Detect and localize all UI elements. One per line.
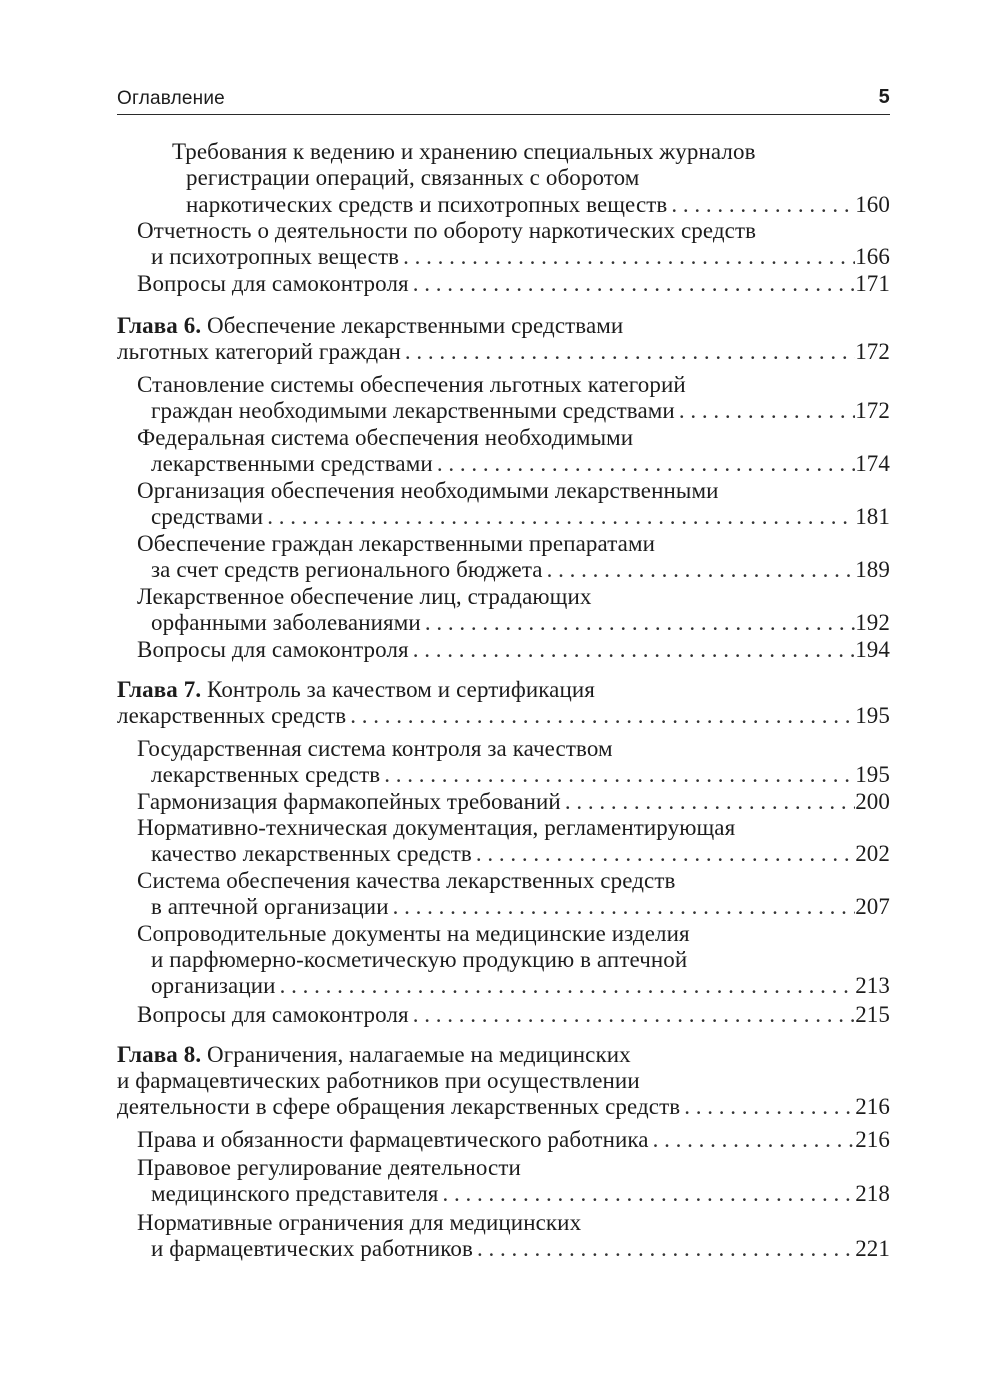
- toc-page-number: 192: [855, 610, 890, 635]
- toc-entry-last-line: медицинского представителя . . . 218: [151, 1181, 890, 1207]
- toc-line: Нормативные ограничения для медицинских: [137, 1210, 582, 1235]
- toc-line: Нормативно-техническая документация, регламентирующая: [137, 815, 736, 840]
- toc-line: Требования к ведению и хранению специальных журналов: [172, 139, 756, 164]
- toc-line: Отчетность о деятельности по обороту наркотических средств: [137, 218, 757, 243]
- toc-entry-last-line: граждан необходимыми лекарственными средствами . . . 172: [151, 398, 890, 424]
- toc-entry-last-line: Права и обязанности фармацевтического работника . . . 216: [137, 1127, 890, 1153]
- chapter-label: Глава 8.: [117, 1042, 202, 1067]
- toc-page-number: 216: [855, 1094, 890, 1119]
- toc-page-number: 174: [855, 451, 890, 476]
- section-title: Оглавление: [117, 88, 225, 109]
- toc-entry-last-line: Вопросы для самоконтроля . . . 194: [137, 637, 890, 663]
- toc-entry-last-line: Гармонизация фармакопейных требований . . . 200: [137, 789, 890, 815]
- toc-line: Организация обеспечения необходимыми лекарственными: [137, 478, 719, 503]
- toc-line: Обеспечение граждан лекарственными препаратами: [137, 531, 656, 556]
- toc-entry-last-line: Вопросы для самоконтроля . . . 215: [137, 1002, 890, 1028]
- toc-page-number: 215: [855, 1002, 890, 1027]
- toc-entry-last-line: лекарственных средств . . . 195: [117, 703, 890, 729]
- toc-page-number: 166: [855, 244, 890, 269]
- toc-page-number: 194: [855, 637, 890, 662]
- toc-page-number: 207: [855, 894, 890, 919]
- toc-line: Лекарственное обеспечение лиц, страдающих: [137, 584, 592, 609]
- toc-entry-last-line: и психотропных веществ . . . 166: [151, 244, 890, 270]
- toc-line: Сопроводительные документы на медицинские изделия: [137, 921, 690, 946]
- page-number: 5: [878, 86, 890, 108]
- toc-page-number: 202: [855, 841, 890, 866]
- toc-page-number: 172: [855, 339, 890, 364]
- toc-page-number: 160: [855, 192, 890, 217]
- toc-page-number: 181: [855, 504, 890, 529]
- toc-entry-last-line: наркотических средств и психотропных веществ . . . 160: [186, 192, 890, 218]
- toc-page-number: 195: [855, 762, 890, 787]
- toc-entry-last-line: за счет средств регионального бюджета . . . 189: [151, 557, 890, 583]
- toc-entry-last-line: Вопросы для самоконтроля . . . 171: [137, 271, 890, 297]
- toc-page-number: 216: [855, 1127, 890, 1152]
- toc-page-number: 218: [855, 1181, 890, 1206]
- toc-line: и парфюмерно-косметическую продукцию в аптечной: [151, 947, 688, 972]
- toc-page-number: 200: [855, 789, 890, 814]
- toc-line: Становление системы обеспечения льготных категорий: [137, 372, 686, 397]
- toc-entry-last-line: деятельности в сфере обращения лекарственных средств . . . 216: [117, 1094, 890, 1120]
- toc-entry-last-line: лекарственных средств . . . 195: [151, 762, 890, 788]
- toc-entry-last-line: средствами . . . 181: [151, 504, 890, 530]
- chapter-heading: Глава 7. Контроль за качеством и сертификация: [117, 677, 595, 702]
- toc-line: регистрации операций, связанных с оборотом: [186, 165, 640, 190]
- toc-page-number: 221: [855, 1236, 890, 1261]
- toc-entry-last-line: организации . . . 213: [151, 973, 890, 999]
- toc-entry-last-line: качество лекарственных средств . . . 202: [151, 841, 890, 867]
- chapter-label: Глава 7.: [117, 677, 202, 702]
- toc-entry-last-line: орфанными заболеваниями . . . 192: [151, 610, 890, 636]
- toc-page-number: 189: [855, 557, 890, 582]
- toc-line: Правовое регулирование деятельности: [137, 1155, 521, 1180]
- toc-page-number: 213: [855, 973, 890, 998]
- toc-entry-last-line: в аптечной организации . . . 207: [151, 894, 890, 920]
- chapter-heading: Глава 6. Обеспечение лекарственными средствами: [117, 313, 624, 338]
- toc-entry-last-line: льготных категорий граждан . . . 172: [117, 339, 890, 365]
- toc-line: Система обеспечения качества лекарственных средств: [137, 868, 676, 893]
- toc-page-number: 171: [855, 271, 890, 296]
- toc-page-number: 195: [855, 703, 890, 728]
- toc-entry-last-line: лекарственными средствами . . . 174: [151, 451, 890, 477]
- running-head: [117, 86, 890, 115]
- chapter-label: Глава 6.: [117, 313, 202, 338]
- toc-page-number: 172: [855, 398, 890, 423]
- toc-line: и фармацевтических работников при осуществлении: [117, 1068, 640, 1093]
- toc-line: Государственная система контроля за качеством: [137, 736, 613, 761]
- toc-entry-last-line: и фармацевтических работников . . . 221: [151, 1236, 890, 1262]
- toc-line: Федеральная система обеспечения необходимыми: [137, 425, 634, 450]
- chapter-heading: Глава 8. Ограничения, налагаемые на медицинских: [117, 1042, 631, 1067]
